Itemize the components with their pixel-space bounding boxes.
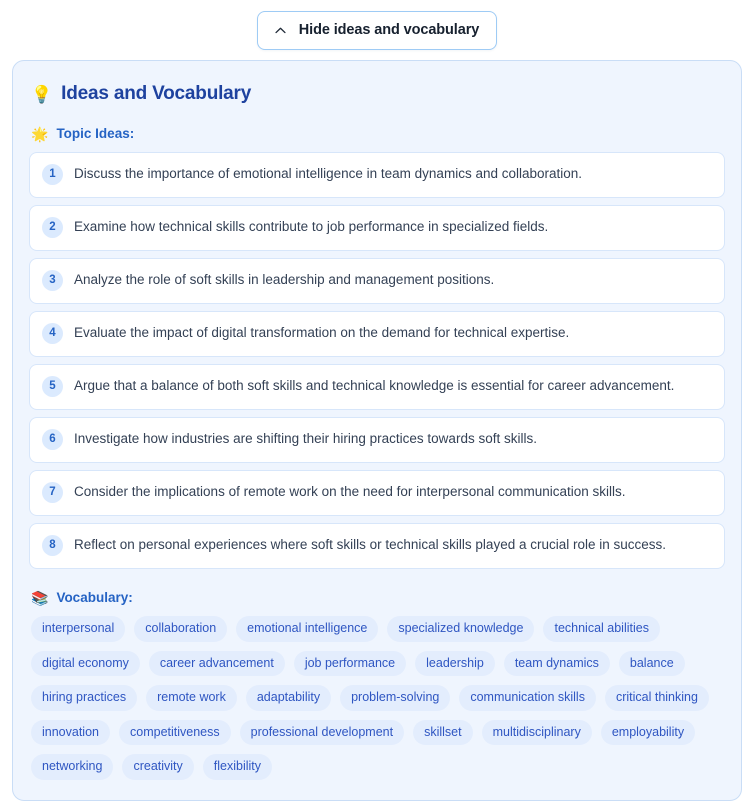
vocabulary-tag[interactable]: specialized knowledge <box>387 616 534 642</box>
vocabulary-label-text: Vocabulary: <box>56 590 133 605</box>
list-item[interactable] <box>29 311 725 357</box>
vocabulary-tag[interactable]: problem-solving <box>340 685 450 711</box>
vocabulary-tag[interactable]: career advancement <box>149 651 285 677</box>
vocabulary-tag[interactable]: creativity <box>122 754 193 780</box>
vocabulary-tag[interactable]: professional development <box>240 720 404 746</box>
idea-number-badge: 7 <box>42 482 63 503</box>
idea-number-badge: 2 <box>42 217 63 238</box>
vocabulary-tag[interactable]: communication skills <box>459 685 596 711</box>
idea-text: Discuss the importance of emotional intelligence in team dynamics and collaboration. <box>74 166 583 182</box>
idea-number-badge: 4 <box>42 323 63 344</box>
vocabulary-tag[interactable]: hiring practices <box>31 685 137 711</box>
hide-ideas-and-vocabulary-button[interactable] <box>257 11 497 50</box>
books-icon: 📚 <box>31 589 49 606</box>
ideas-and-vocabulary-card <box>12 60 742 801</box>
vocabulary-tag[interactable]: remote work <box>146 685 237 711</box>
idea-text: Argue that a balance of both soft skills and technical knowledge is essential for career advancement. <box>74 378 675 394</box>
vocabulary-tag-list <box>31 616 721 780</box>
list-item[interactable] <box>29 523 725 569</box>
vocabulary-tag[interactable]: collaboration <box>134 616 227 642</box>
idea-text: Consider the implications of remote work on the need for interpersonal communication skills. <box>74 484 626 500</box>
idea-number-badge: 8 <box>42 535 63 556</box>
vocabulary-label <box>31 590 725 605</box>
vocabulary-tag[interactable]: skillset <box>413 720 473 746</box>
card-title-text: Ideas and Vocabulary <box>61 83 252 104</box>
vocabulary-tag[interactable]: digital economy <box>31 651 140 677</box>
vocabulary-tag[interactable]: networking <box>31 754 113 780</box>
vocabulary-tag[interactable]: interpersonal <box>31 616 125 642</box>
idea-text: Investigate how industries are shifting their hiring practices towards soft skills. <box>74 431 537 447</box>
list-item[interactable] <box>29 205 725 251</box>
idea-text: Analyze the role of soft skills in leadership and management positions. <box>74 272 495 288</box>
vocabulary-tag[interactable]: multidisciplinary <box>482 720 592 746</box>
idea-number-badge: 1 <box>42 164 63 185</box>
idea-number-badge: 6 <box>42 429 63 450</box>
list-item[interactable] <box>29 364 725 410</box>
toggle-button-label: Hide ideas and vocabulary <box>298 22 480 38</box>
vocabulary-tag[interactable]: team dynamics <box>504 651 610 677</box>
vocabulary-tag[interactable]: employability <box>601 720 695 746</box>
topic-ideas-list <box>29 152 725 569</box>
vocabulary-tag[interactable]: innovation <box>31 720 110 746</box>
list-item[interactable] <box>29 470 725 516</box>
idea-text: Reflect on personal experiences where soft skills or technical skills played a crucial role in success. <box>74 537 667 553</box>
topic-ideas-label <box>31 126 725 141</box>
chevron-up-icon <box>274 24 287 37</box>
vocabulary-tag[interactable]: job performance <box>294 651 406 677</box>
idea-number-badge: 3 <box>42 270 63 291</box>
vocabulary-tag[interactable]: adaptability <box>246 685 331 711</box>
vocabulary-tag[interactable]: balance <box>619 651 685 677</box>
card-title <box>31 83 725 105</box>
vocabulary-tag[interactable]: flexibility <box>203 754 272 780</box>
vocabulary-tag[interactable]: emotional intelligence <box>236 616 378 642</box>
toggle-row <box>12 10 742 50</box>
list-item[interactable] <box>29 417 725 463</box>
list-item[interactable] <box>29 258 725 304</box>
vocabulary-tag[interactable]: leadership <box>415 651 495 677</box>
idea-text: Examine how technical skills contribute to job performance in specialized fields. <box>74 219 549 235</box>
list-item[interactable] <box>29 152 725 198</box>
idea-number-badge: 5 <box>42 376 63 397</box>
topic-ideas-label-text: Topic Ideas: <box>56 126 135 141</box>
idea-text: Evaluate the impact of digital transformation on the demand for technical expertise. <box>74 325 570 341</box>
vocabulary-tag[interactable]: competitiveness <box>119 720 231 746</box>
sparkle-star-icon: 🌟 <box>31 125 49 142</box>
lightbulb-icon: 💡 <box>31 84 53 104</box>
vocabulary-tag[interactable]: critical thinking <box>605 685 709 711</box>
vocabulary-tag[interactable]: technical abilities <box>543 616 660 642</box>
